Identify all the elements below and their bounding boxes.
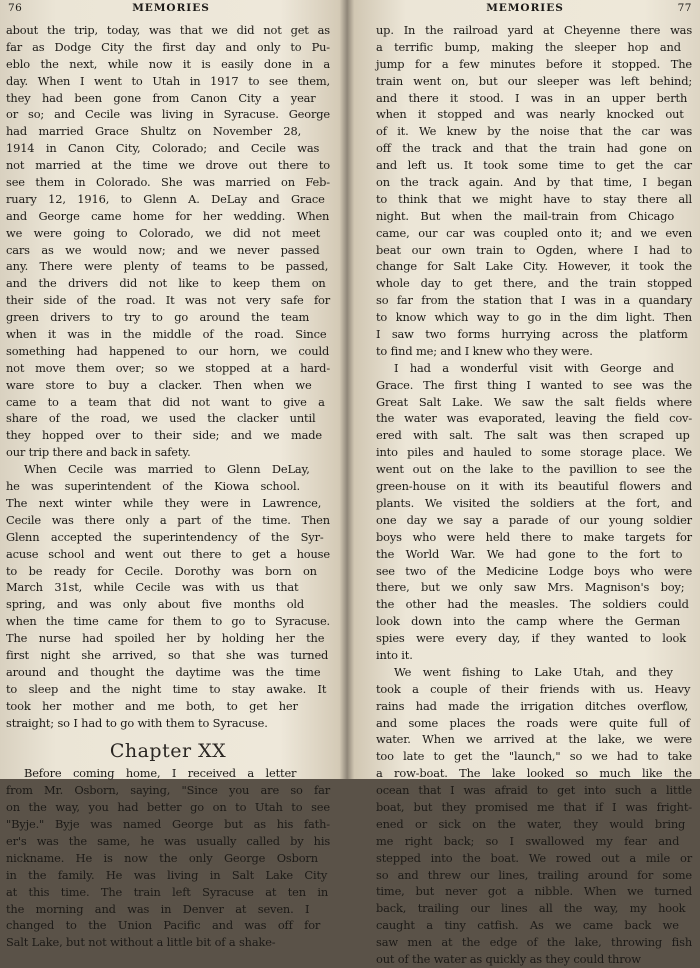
text-line [376,867,692,884]
text-line [6,512,330,529]
text-line [376,309,692,326]
text-line [376,326,692,343]
text-line [6,208,330,225]
text-line [376,765,692,782]
line-text: up. In the railroad yard at Cheyenne there was [376,23,693,37]
line-text: green drivers to try to go around the team [6,310,310,325]
text-line [6,579,330,596]
text-line [6,275,330,292]
text-line [6,326,330,343]
line-text: the World War. We had gone to the fort to [376,546,683,561]
text-line [376,529,692,546]
line-text: he was superintendent of the Kiowa school. [6,479,300,494]
text-line [376,546,692,563]
line-text: when it stopped and was nearly knocked out [376,107,684,122]
text-line [6,782,330,799]
line-text: water. When we arrived at the lake, we were [376,732,693,747]
line-text: nickname. He is now the only George Osborn [6,850,318,865]
text-line [6,765,330,782]
line-text: at this time. The train left Syracuse at ten in [6,884,329,899]
text-line [376,799,692,816]
text-line [6,563,330,580]
line-text: had married Grace Shultz on November 28, [6,124,302,139]
paragraph [376,664,692,968]
text-line [376,377,692,394]
line-text: into it. [376,647,413,662]
line-text: took her mother and me both, to get her [6,698,298,713]
line-text: Cecile was there only a part of the time. Then [6,512,330,527]
text-line [6,461,330,478]
line-text: eblo the next, while now it is easily done in a [6,56,331,71]
line-text: off the track and that the train had gone on [376,141,693,156]
text-line [376,579,692,596]
line-text: er's was the same, he was usually called by his [6,833,331,848]
text-line [376,39,692,56]
line-text: about the trip, today, was that we did not get as [6,23,331,37]
text-line [6,106,330,123]
page-number: 77 [677,2,692,14]
text-line [6,917,330,934]
text-line [376,563,692,580]
line-text: see two of the Medicine Lodge boys who were [376,563,693,578]
line-text: beat our own train to Ogden, where I had to [376,242,693,257]
text-line [376,410,692,427]
line-text: jump for a few minutes before it stopped. The [376,56,693,71]
line-text: there, but we only saw Mrs. Magnison's boy; [376,580,685,595]
line-text: too late to get the "launch," so we had to take [376,749,692,764]
line-text: share of the road, we used the clacker until [6,411,316,426]
line-text: and the drivers did not like to keep them on [6,276,326,291]
line-text: from Mr. Osborn, saying, "Since you are so far [6,783,331,798]
line-text: The next winter while they were in Lawrence, [6,495,322,510]
running-head: MEMORIES [486,2,564,14]
text-line [376,596,692,613]
text-line [376,242,692,259]
text-line [376,613,692,630]
text-line [6,377,330,394]
line-text: see them in Colorado. She was married on Feb- [6,175,330,190]
text-line [6,799,330,816]
right-page [350,0,700,966]
text-line [376,748,692,765]
line-text: caught a tiny catfish. As we came back we [376,918,679,933]
text-line [376,208,692,225]
line-text: Great Salt Lake. We saw the salt fields where [376,394,692,409]
paragraph [376,360,692,664]
line-text: something had happened to our horn, we could [6,343,330,358]
line-text: We went fishing to Lake Utah, and they [394,664,673,679]
text-line [6,664,330,681]
text-line [376,73,692,90]
text-line [376,951,692,968]
line-text: and left us. It took some time to get the car [376,158,692,173]
text-line [376,461,692,478]
line-text: to be ready for Cecile. Dorothy was born on [6,563,317,578]
text-line [6,157,330,174]
line-text: around and thought the daytime was the time [6,664,321,679]
line-text: ened or sick on the water, they would bring [376,816,686,831]
text-line [376,343,692,360]
line-text: time, but never got a nibble. When we turned [376,884,693,899]
text-line [6,596,330,613]
text-line [6,174,330,191]
text-line [6,360,330,377]
text-line [376,816,692,833]
text-line [6,56,330,73]
line-text: one day we say a parade of our young soldier [376,512,692,527]
left-page [0,0,342,950]
text-line [6,90,330,107]
text-line [6,242,330,259]
text-line [6,292,330,309]
text-line [376,394,692,411]
text-line [376,174,692,191]
text-line [376,731,692,748]
text-line [6,833,330,850]
line-text: boat, but they promised me that if I was fright- [376,799,692,814]
line-text: ruary 12, 1916, to Glenn A. DeLay and Grace [6,191,325,206]
text-line [376,22,692,39]
line-text: they hopped over to their side; and we made [6,428,322,443]
text-line [6,225,330,242]
text-line [6,546,330,563]
text-line [6,867,330,884]
line-text: their side of the road. It was not very safe for [6,293,331,308]
line-text: acuse school and went out there to get a house [6,546,330,561]
text-line [376,275,692,292]
line-text: so far from the station that I was in a quandary [376,293,693,308]
line-text: the water was evaporated, leaving the field cov- [376,411,693,426]
line-text: March 31st, while Cecile was with us that [6,580,299,595]
line-text: to find me; and I knew who they were. [376,343,593,358]
text-line [376,106,692,123]
text-line [376,917,692,934]
text-line [6,529,330,546]
line-text: change for Salt Lake City. However, it took the [376,259,692,274]
line-text: train went on, but our sleeper was left behind; [376,73,693,88]
text-line [6,681,330,698]
text-line [6,410,330,427]
line-text: spring, and was only about five months old [6,597,305,612]
line-text: out of the water as quickly as they could throw [376,951,641,966]
text-line [6,816,330,833]
text-line [6,495,330,512]
paragraph [376,22,692,360]
text-line [376,883,692,900]
line-text: on the way, you had better go on to Utah to see [6,800,330,815]
paragraph [6,461,330,731]
text-line [376,191,692,208]
page-header [0,0,342,16]
line-text: a row-boat. The lake looked so much like the [376,766,692,781]
text-line [376,292,692,309]
line-text: Glenn accepted the superintendency of the Syr- [6,529,324,544]
text-line [376,647,692,664]
text-line [376,123,692,140]
line-text: the other had the measles. The soldiers could [376,597,689,612]
line-text: stepped into the boat. We rowed out a mile or [376,850,692,865]
line-text: Salt Lake, but not without a little bit of a shake- [6,935,276,950]
text-line [6,613,330,630]
text-line [376,225,692,242]
text-line [6,630,330,647]
line-text: so and threw our lines, trailing around for some [376,867,692,882]
page-text [6,22,330,951]
text-line [376,56,692,73]
text-line [376,681,692,698]
text-line [376,850,692,867]
text-line [6,73,330,90]
text-line [6,647,330,664]
running-head: MEMORIES [132,2,210,14]
text-line [6,39,330,56]
line-text: or so; and Cecile was living in Syracuse. George [6,107,330,122]
text-line [6,698,330,715]
text-line [6,427,330,444]
line-text: and some places the roads were quite full of [376,715,690,730]
text-line [6,715,330,732]
text-line [6,478,330,495]
text-line [376,427,692,444]
line-text: and George came home for her wedding. When [6,208,330,223]
line-text: rains had made the irrigation ditches overflow, [376,698,689,713]
text-line [6,850,330,867]
text-line [376,630,692,647]
line-text: ocean that I was afraid to get into such a little [376,783,692,798]
text-line [6,444,330,461]
text-line [6,934,330,951]
text-line [6,394,330,411]
text-line [6,191,330,208]
line-text: not move them over; so we stopped at a hard- [6,360,331,375]
text-line [376,478,692,495]
line-text: we were going to Colorado, we did not meet [6,225,321,240]
line-text: first night she arrived, so that she was turned [6,647,329,662]
line-text: our trip there and back in safety. [6,445,191,460]
text-line [376,833,692,850]
text-line [6,343,330,360]
line-text: 1914 in Canon City, Colorado; and Cecile was [6,141,320,156]
line-text: the morning and was in Denver at seven. I [6,901,310,916]
page-header [350,0,700,16]
text-line [376,900,692,917]
line-text: went out on the lake to the pavillion to see the [376,462,692,477]
line-text: to know which way to go in the dim light. Then [376,310,692,325]
line-text: in the family. He was living in Salt Lake City [6,867,328,882]
text-line [376,140,692,157]
text-line [6,140,330,157]
text-line [376,512,692,529]
line-text: Grace. The first thing I wanted to see was the [376,377,693,392]
line-text: saw men at the edge of the lake, throwing fish [376,935,693,950]
line-text: "Byje." Byje was named George but as his fath- [6,817,330,832]
line-text: whole day to get there, and the train stopped [376,276,692,291]
text-line [376,698,692,715]
text-line [376,90,692,107]
line-text: to sleep and the night time to stay awake. It [6,681,327,696]
line-text: boys who were held there to make targets for [376,529,692,544]
line-text: of it. We knew by the noise that the car was [376,124,693,139]
text-line [376,444,692,461]
line-text: changed to the Union Pacific and was off for [6,918,321,933]
text-line [376,715,692,732]
text-line [6,22,330,39]
page-number: 76 [8,2,23,14]
line-text: on the track again. And by that time, I began [376,175,692,190]
line-text: straight; so I had to go with them to Syracuse. [6,715,268,730]
text-line [6,123,330,140]
line-text: came, our car was coupled onto it; and we even [376,225,693,240]
chapter-heading: Chapter XX [109,740,227,763]
line-text: Before coming home, I received a letter [24,766,297,781]
line-text: When Cecile was married to Glenn DeLay, [24,462,310,477]
text-line [376,360,692,377]
line-text: ware store to buy a clacker. Then when we [6,377,312,392]
line-text: to think that we might have to stay there all [376,191,693,206]
paragraph-group [6,22,330,461]
line-text: me right back; so I swallowed my fear and [376,833,680,848]
line-text: a terrific bump, making the sleeper hop and [376,39,681,54]
text-line [376,782,692,799]
line-text: far as Dodge City the first day and only to Pu- [6,39,331,54]
paragraph [6,765,330,951]
line-text: ered with salt. The salt was then scraped up [376,428,690,443]
text-line [6,309,330,326]
line-text: came to a team that did not want to give a [6,394,325,409]
line-text: The nurse had spoiled her by holding her the [6,631,325,646]
line-text: cars as we would now; and we never passed [6,242,320,257]
line-text: not married at the time we drove out there to [6,158,330,173]
page-text [376,22,692,968]
line-text: when the time came for them to go to Syracuse. [6,614,331,629]
text-line [376,258,692,275]
line-text: I saw two forms hurrying across the platform [376,327,688,342]
text-line [6,901,330,918]
line-text: I had a wonderful visit with George and [394,360,674,375]
line-text: plants. We visited the soldiers at the fort, and [376,495,692,510]
text-line [376,934,692,951]
text-line [6,884,330,901]
line-text: back, trailing our lines all the way, my hook [376,901,686,916]
line-text: they had been gone from Canon City a year [6,90,316,105]
line-text: when it was in the middle of the road. Since [6,327,327,342]
line-text: spies were every day, if they wanted to look [376,631,686,646]
line-text: any. There were plenty of teams to be passed, [6,259,329,274]
text-line [376,157,692,174]
text-line [6,258,330,275]
text-line [376,664,692,681]
line-text: look down into the camp where the German [376,614,681,629]
line-text: into piles and hauled to some storage place. We [376,445,692,460]
line-text: and there it stood. I was in an upper berth [376,90,688,105]
line-text: night. But when the mail-train from Chicago [376,208,675,223]
text-line [376,495,692,512]
line-text: took a couple of their friends with us. Heavy [376,681,691,696]
line-text: green-house on it with its beautiful flowers and [376,479,693,494]
line-text: day. When I went to Utah in 1917 to see them, [6,73,330,88]
